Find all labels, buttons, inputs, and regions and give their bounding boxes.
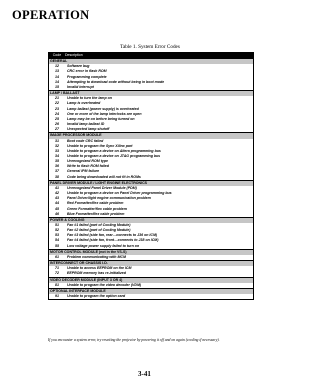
error-description: Unrecognized Panel Driver Module (PDM) <box>67 185 137 190</box>
error-code: 35 <box>55 159 59 164</box>
error-description: CRC error in flash ROM <box>67 69 107 74</box>
error-code: 55 <box>55 243 59 248</box>
error-code: 51 <box>55 223 59 227</box>
error-code: 22 <box>55 101 59 106</box>
error-code: 12 <box>55 64 59 69</box>
error-codes-table <box>48 52 254 300</box>
error-description: Boot code CRC failed <box>67 138 104 143</box>
error-code: 31 <box>55 138 59 143</box>
error-code: 43 <box>55 196 59 201</box>
error-description: Fan #1 failed (part of Cooling Module) <box>67 223 131 227</box>
error-description: Unable to access EEPROM on the ICM <box>67 266 132 271</box>
error-code: 37 <box>55 169 59 174</box>
error-code: 24 <box>55 111 59 116</box>
error-code: 21 <box>55 96 59 101</box>
section-title: OPTIONAL INTERFACE MODULE <box>49 288 254 294</box>
error-description: General IPM failure <box>67 169 100 174</box>
error-description: Unable to program a device on Altera programming bus <box>67 148 161 153</box>
error-description: Unable to turn the lamp on <box>67 96 112 101</box>
error-code: 32 <box>55 143 59 148</box>
error-description: Unexpected lamp shutoff <box>67 127 110 132</box>
page-number: 3-41 <box>138 370 151 378</box>
error-description: Fan #3 failed (side fan, rear—connects to J36 on ICM) <box>67 233 158 238</box>
error-code: 34 <box>55 153 59 158</box>
error-code: 41 <box>55 185 59 190</box>
section-title: INTERCONNECT OR CHASSIS I.D. <box>49 261 254 267</box>
error-code: 91 <box>55 294 59 299</box>
error-code: 14 <box>55 79 59 84</box>
error-code: 61 <box>55 254 59 259</box>
section-title: GENERAL <box>49 59 254 65</box>
section-title: MOTOR CONTROL MODULE (not in the VS-S) <box>49 249 254 255</box>
error-description: Unable to program a device on Panel Driver programming bus <box>67 191 172 196</box>
error-code: 71 <box>55 266 59 271</box>
error-code: 52 <box>55 228 59 233</box>
error-code: 46 <box>55 211 59 216</box>
section-title: PANEL DRIVER MODULE / LIGHT ENGINE ELECTRONICS <box>49 180 254 186</box>
section-title: LAMP / BALLAST <box>49 91 254 97</box>
section-title: POWER & COOLING <box>49 217 254 223</box>
column-header-description: Description <box>65 53 254 59</box>
error-description: Write to flash ROM failed <box>67 164 109 169</box>
error-code: 54 <box>55 238 59 243</box>
table-body <box>49 59 254 300</box>
error-code: 27 <box>55 127 59 132</box>
table-row <box>49 294 254 300</box>
page-header-title: OPERATION <box>12 8 90 22</box>
error-code: 44 <box>55 201 59 206</box>
error-code: 26 <box>55 122 59 127</box>
error-code: 33 <box>55 148 59 153</box>
error-description: Green Formatter/flex cable problem <box>67 206 127 211</box>
error-code: 14 <box>55 74 59 79</box>
error-description: Attempting to download code without being in boot mode <box>67 79 165 84</box>
error-description: Lamp is overheated <box>67 101 101 106</box>
error-description: Problem communicating with MCM <box>67 254 126 259</box>
error-code: 45 <box>55 206 59 211</box>
error-description: Blue Formatter/flex cable problem <box>67 211 125 216</box>
error-description: Lamp ballast (power supply) is overheated <box>67 106 139 111</box>
error-description: Unable to program the option card <box>67 294 126 299</box>
error-description: Lamp may be on before being turned on <box>67 116 135 121</box>
error-description: Code being downloaded will not fit in ROMs <box>67 174 141 179</box>
section-title: VIDEO DECODER MODULE (INPUT 3 OR 4) <box>49 277 254 283</box>
error-description: Invalid lamp ballast ID <box>67 122 105 127</box>
error-description: Software bug <box>67 64 90 69</box>
error-description: Panel Driver/light engine communication problem <box>67 196 151 201</box>
error-code: 36 <box>55 164 59 169</box>
column-header-code: Code <box>49 53 66 59</box>
error-description: Unrecognized ROM type <box>67 159 108 164</box>
error-code: 72 <box>55 271 59 276</box>
error-code: 81 <box>55 282 59 287</box>
error-description: Fan #4 failed (side fan, front—connects to J38 on ICM) <box>67 238 159 243</box>
error-description: Fan #2 failed (part of Cooling Module) <box>67 228 131 233</box>
error-code: 13 <box>55 69 59 74</box>
error-code: 15 <box>55 84 59 89</box>
error-code: 42 <box>55 191 59 196</box>
error-description: EEPROM memory has re-initialized <box>67 271 126 276</box>
error-description: One or more of the lamp interlocks are open <box>67 111 142 116</box>
error-description: Unable to program the Sync Xilinx part <box>67 143 133 148</box>
section-title: IMAGE PROCESSOR MODULE <box>49 133 254 139</box>
error-description: Unable to program the video decoder (VDM) <box>67 282 142 287</box>
table-caption: Table 1. System Error Codes <box>120 44 180 50</box>
error-description: Low voltage power supply failed to turn on <box>67 243 140 248</box>
error-description: Unable to program a device on JTAG programming bus <box>67 153 161 158</box>
error-code: 23 <box>55 106 59 111</box>
error-description: Programming complete <box>67 74 107 79</box>
error-code: 25 <box>55 116 59 121</box>
footnote: If you encounter a system error, try resetting the projector by powering it off and on again (cooling if necessary). <box>48 338 220 342</box>
error-code: 38 <box>55 174 59 179</box>
error-description: Red Formatter/flex cable problem <box>67 201 124 206</box>
error-code: 53 <box>55 233 59 238</box>
error-description: Invalid interrupt <box>67 84 94 89</box>
